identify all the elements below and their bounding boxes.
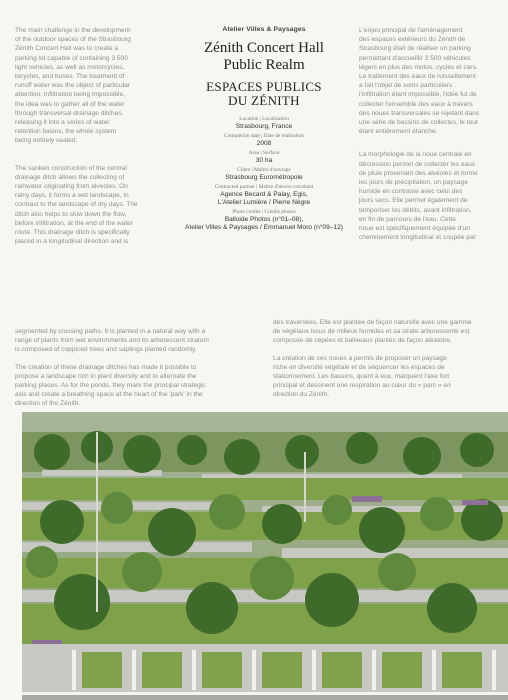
- credit-value-client: Strasbourg Eurométropole: [225, 174, 303, 181]
- credit-label-partner: Contracted partner | Maître d'œuvre cotraitant: [214, 184, 314, 190]
- credit-value-date: 2008: [256, 140, 272, 147]
- credit-value-partner: Agence Becard & Palay, Egis, L'Atelier Lumière / Pierre Nègre: [217, 191, 311, 206]
- credit-value-location: Strasbourg, France: [235, 123, 293, 130]
- credit-label-date: Completion date | Date de réalisation: [224, 133, 304, 139]
- french-text-column: [359, 26, 508, 250]
- firm-name: Atelier Villes & Paysages: [222, 26, 306, 33]
- english-text-continued: [15, 327, 257, 417]
- english-text-column: [15, 26, 169, 254]
- french-paragraph-4: La création de ces noues a permis de proposer un paysage riche en diversité végétale et de séquencer les espaces de stationnement. Les bassins, quant à eux, marquent l'axe fort principal et dessinent une respiration au cœur du « parc » en direction du Zénith.: [273, 354, 451, 399]
- english-paragraph-2: The sunken construction of the central drainage ditch allows the collecting of rainwater originating from alveoles. On rainy days, it forms a wet landscape, in contrast to the landscape of dry days. The ditch also helps to slow down the flow, before infiltration, at the end of the water route. This drainage ditch is specifically placed in a longitudinal direction and is: [15, 164, 138, 246]
- english-paragraph-1: The main challenge in the development of the outdoor spaces of the Strasbourg Zénith Concert Hall was to create a parking lot capable of containing 3 500 light vehicles, as well as motorcycles, bicycles, and buses. The treatment of runoff water was the object of particular attention: infiltration being impossible, the idea was to gather all of the water through transversal drainage ditches, releasing it into a series of water retention basins, the whole system being entirely sealed.: [15, 27, 131, 145]
- french-paragraph-2: La morphologie de la noue centrale en décression permet de collecter les eaux de pluie provenant des alvéoles et forme les jours de précipitation, un paysage humide en contraste avec celui des jours secs. Elle permet également de temporiser les débits, avant infiltration, en fin de parcours de l'eau. Cette noue est spécifiquement équipée d'un cheminement longitudinal et coupée par: [359, 151, 478, 242]
- project-credits: [178, 116, 350, 232]
- parking-landscape-illustration: [22, 412, 508, 700]
- aerial-parking-photo: [22, 412, 508, 700]
- credit-value-photos: Balloide Photos (n°01–08), Atelier Villes & Paysages / Emmanuel Moro (n°09–12): [185, 216, 343, 231]
- credit-label-photos: Photo credits | Crédits photos: [232, 209, 296, 215]
- project-header: [178, 26, 350, 232]
- credit-label-client: Client | Maître d'ouvrage: [237, 167, 291, 173]
- french-paragraph-3: des traversées. Elle est plantée de façon naturelle avec une gamme de végétaux issus de milieux humides et sa strate arborescente est composée de cépées et baliveaux plantés de façon aléatoire.: [273, 319, 472, 345]
- french-paragraph-1: L'enjeu principal de l'aménagement des espaces extérieurs du Zénith de Strasbourg était de réaliser un parking permettant d'accueillir 3 500 véhicules légers en plus des motos, cycles et cars. Le traitement des eaux de ruissellement a fait l'objet de soins particuliers : l'infiltration étant impossible, l'idée fut de collecter l'ensemble des eaux à travers des noues transversales se rejetant dans une série de bassins de collectes, le tout étant entièrement étanche.: [359, 27, 480, 136]
- credit-value-area: 30 ha: [255, 157, 273, 164]
- credit-label-location: Location | Localisation: [239, 116, 289, 122]
- english-paragraph-4: The creation of these drainage ditches has made it possible to propose a landscape rich in plant diversity and to alternate the parking places. As for the ponds, they mark the principal strategic axis and create a breathing space at the heart of the 'park' in the direction of the Zénith.: [15, 363, 206, 408]
- french-text-continued: [273, 318, 507, 408]
- credit-label-area: Area | Surface: [248, 150, 280, 156]
- english-title: Zénith Concert Hall Public Realm: [204, 40, 324, 73]
- french-title: ESPACES PUBLICS DU ZÉNITH: [206, 79, 322, 108]
- english-paragraph-3: segmented by crossing paths. It is planted in a natural way with a range of plants from wet environments and its arborescent stratum is composed of coppiced trees and saplings planted randomly.: [15, 328, 209, 354]
